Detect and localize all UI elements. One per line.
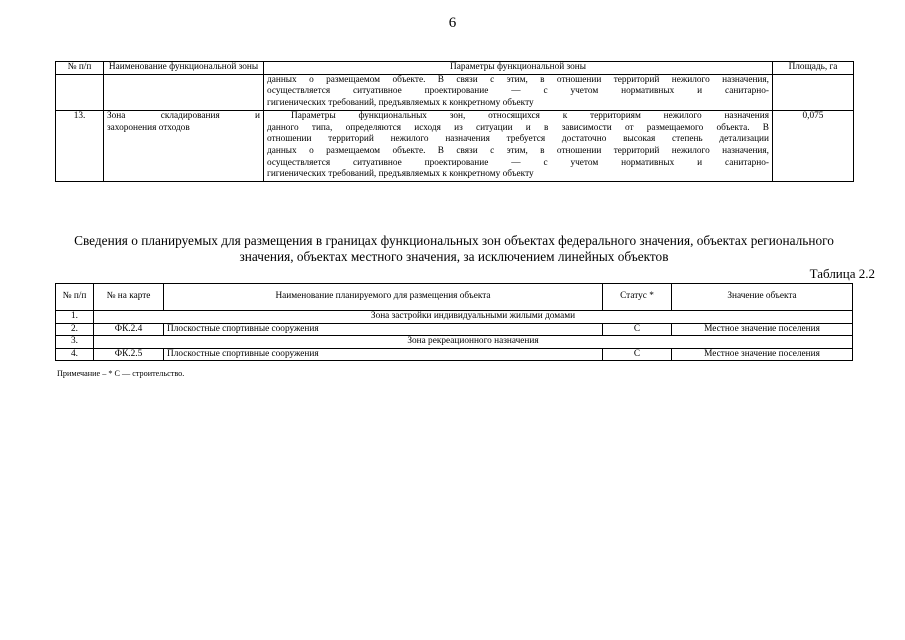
cell-status: С [603,323,672,336]
params-line: данных о размещаемом объекте. В связи с этим, в отношении территорий нежилого назначения, [267,74,769,85]
header-object-value: Значение объекта [672,284,853,311]
cell-object-value: Местное значение поселения [672,323,853,336]
cell-num [56,74,104,110]
table-label: Таблица 2.2 [809,266,875,281]
table-row [56,348,853,361]
header-params: Параметры функциональной зоны [264,62,773,75]
functional-zones-table [55,61,854,182]
cell-num: 4. [56,348,94,361]
cell-object-name: Плоскостные спортивные сооружения [164,323,603,336]
cell-area [773,74,854,110]
cell-zone-name [104,74,264,110]
section-title: Сведения о планируемых для размещения в границах функциональных зон объектах федерального значения, объектах регионального значения, объектах местного значения, за исключением линейных объектов [74,233,834,264]
header-num: № п/п [56,284,94,311]
table-row [56,336,853,349]
cell-status: С [603,348,672,361]
zone-group-label: Зона рекреационного назначения [94,336,853,349]
params-line: отношении территорий нежилого назначения требуется достаточно высокая степень детализации [267,134,769,145]
table-row [56,74,854,110]
planned-objects-table [55,283,853,361]
params-line: гигиенических требований, предъявляемых к конкретному объекту [267,169,534,180]
cell-map-num: ФК.2.5 [94,348,164,361]
header-num: № п/п [56,62,104,75]
page-number: 6 [448,15,457,31]
footnote: Примечание – * С — строительство. [57,369,185,378]
params-line: осуществляется ситуативное проектирование — с учетом нормативных и санитарно- [267,157,769,168]
params-line: Параметры функциональных зон, относящихся к территориям нежилого назначения [291,110,769,121]
table-row [56,311,853,324]
cell-map-num: ФК.2.4 [94,323,164,336]
table-row [56,110,854,181]
header-object-name: Наименование планируемого для размещения объекта [164,284,603,311]
cell-num: 1. [56,311,94,324]
cell-zone-name [104,110,264,181]
cell-num: 3. [56,336,94,349]
params-line: гигиенических требований, предъявляемых к конкретному объекту [267,98,534,109]
header-map-num: № на карте [94,284,164,311]
cell-object-value: Местное значение поселения [672,348,853,361]
zone-name-line: Зона складирования и [107,110,260,121]
header-area: Площадь, га [773,62,854,75]
cell-object-name: Плоскостные спортивные сооружения [164,348,603,361]
cell-params [264,74,773,110]
cell-num: 13. [56,110,104,181]
params-line: осуществляется ситуативное проектирование — с учетом нормативных и санитарно- [267,86,769,97]
cell-num: 2. [56,323,94,336]
table-header-row [56,284,853,311]
zone-name-line: захоронения отходов [107,122,190,133]
params-line: данного типа, определяются исходя из ситуации и в зависимости от размещаемого объекта. В [267,122,769,133]
header-zone-name: Наименование функциональной зоны [104,62,264,75]
params-line: данных о размещаемом объекте. В связи с этим, в отношении территорий нежилого назначения, [267,145,769,156]
table-header-row [56,62,854,75]
cell-area: 0,075 [773,110,854,181]
cell-params [264,110,773,181]
header-status: Статус * [603,284,672,311]
zone-group-label: Зона застройки индивидуальными жилыми домами [94,311,853,324]
table-row [56,323,853,336]
